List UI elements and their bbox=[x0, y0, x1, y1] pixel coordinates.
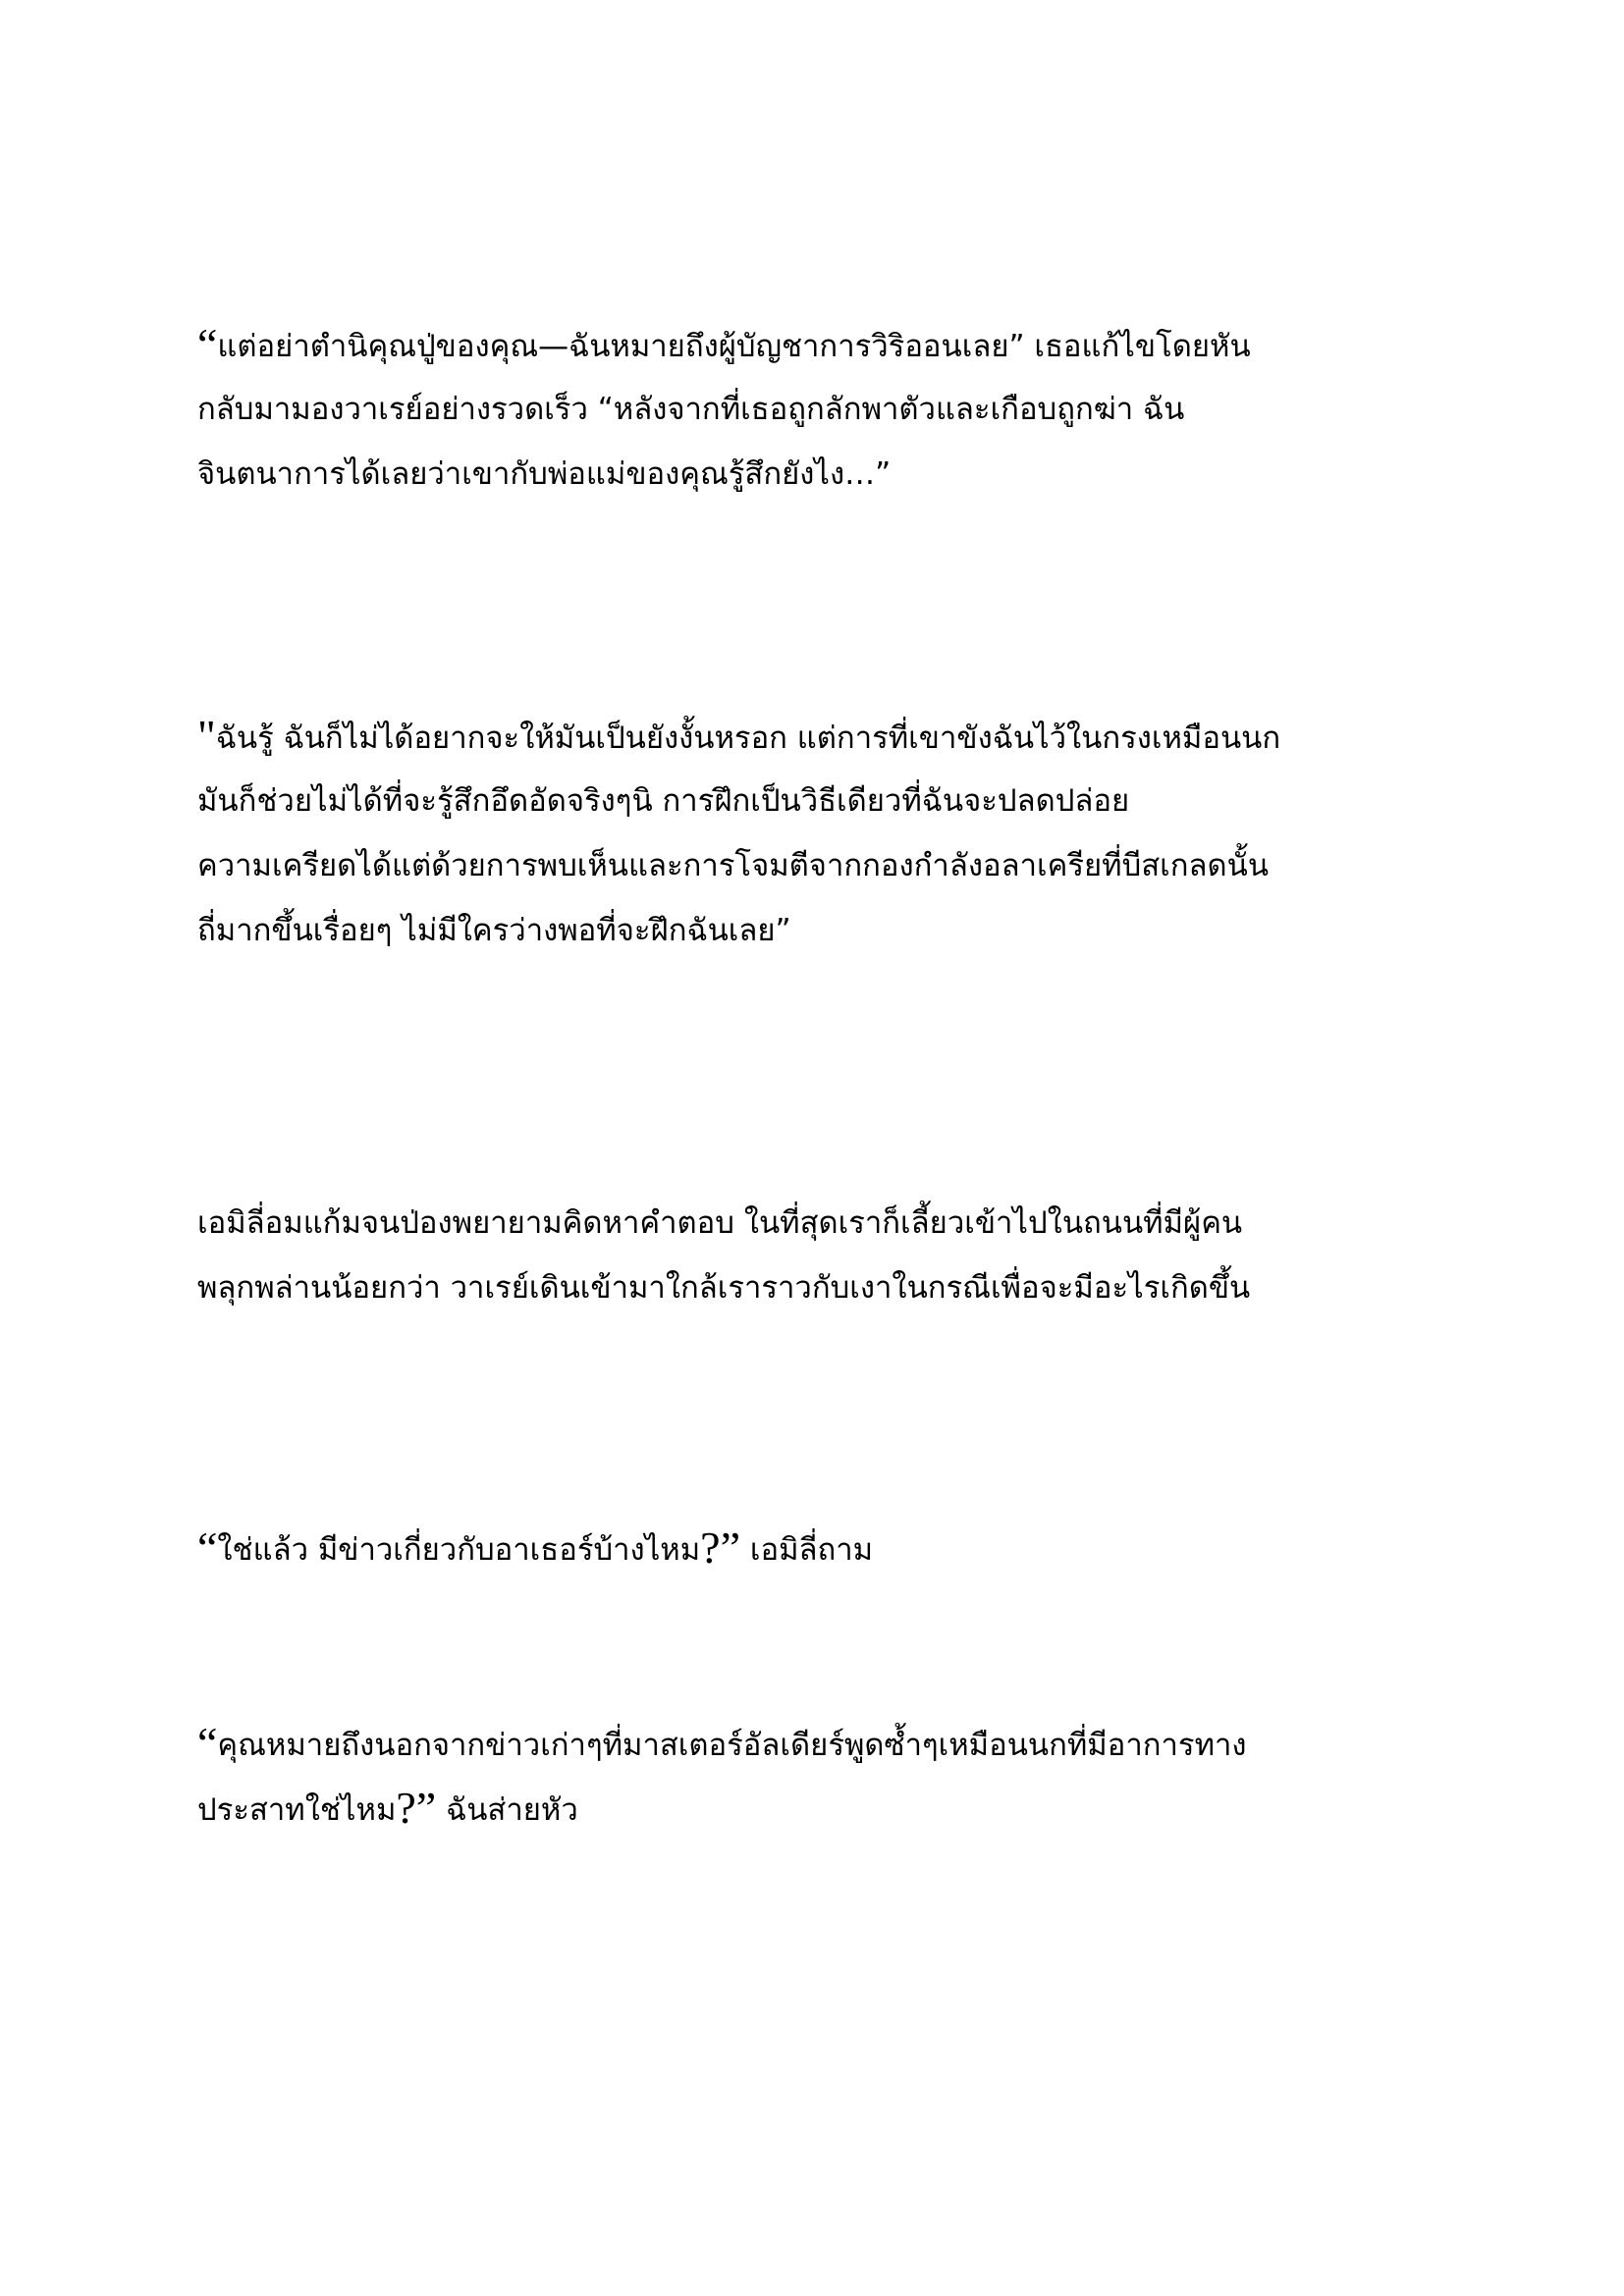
paragraph-1 bbox=[197, 312, 1464, 507]
line-text: คุณหมายถึงนอกจากข่าวเก่าๆที่มาสเตอร์อัลเดียร์พูดซ้ำๆเหมือนนกที่มีอาการทาง bbox=[217, 1728, 1247, 1763]
line-text: พลุกพล่านน้อยกว่า วาเรย์เดินเข้ามาใกล้เราราวกับเงาในกรณีเพื่อจะมีอะไรเกิดขึ้น bbox=[197, 1270, 1251, 1306]
text-line bbox=[197, 1191, 1464, 1255]
text-line bbox=[197, 898, 1464, 963]
paragraph-2 bbox=[197, 704, 1464, 963]
opening-quote: “ bbox=[197, 319, 218, 369]
text-line bbox=[197, 442, 1464, 507]
text-line bbox=[197, 1255, 1464, 1320]
paragraph-3 bbox=[197, 1191, 1464, 1320]
text-line bbox=[197, 1711, 1464, 1776]
text-line bbox=[197, 1776, 1464, 1841]
opening-quote: “ bbox=[197, 1522, 218, 1573]
text-line bbox=[197, 1516, 1464, 1580]
line-text: จินตนาการได้เลยว่าเขากับพ่อแม่ของคุณรู้สึกยังไง…” bbox=[197, 456, 892, 492]
opening-quote: “ bbox=[197, 1718, 218, 1768]
line-text: ประสาทใช่ไหม bbox=[197, 1792, 397, 1828]
paragraph-4 bbox=[197, 1516, 1464, 1580]
text-line bbox=[197, 704, 1464, 769]
line-text: เอมิลี่อมแก้มจนป่องพยายามคิดหาคำตอบ ในที่สุดเราก็เลี้ยวเข้าไปในถนนที่มีผู้คน bbox=[197, 1205, 1243, 1241]
text-line bbox=[197, 769, 1464, 833]
paragraph-5 bbox=[197, 1711, 1464, 1841]
text-line bbox=[197, 833, 1464, 898]
line-text: ความเครียดได้แต่ด้วยการพบเห็นและการโจมตีจากกองกำลังอลาเครียที่บีสเกลดนั้น bbox=[197, 848, 1270, 883]
closing-question-quote: ?” bbox=[700, 1522, 740, 1573]
line-text: ถี่มากขึ้นเรื่อยๆ ไม่มีใครว่างพอที่จะฝึกฉันเลย” bbox=[197, 913, 791, 948]
line-text: ฉันรู้ ฉันก็ไม่ได้อยากจะให้มันเป็นยังงั้นหรอก แต่การที่เขาขังฉันไว้ในกรงเหมือนนก bbox=[215, 721, 1281, 756]
line-text: มันก็ช่วยไม่ได้ที่จะรู้สึกอึดอัดจริงๆนิ การฝึกเป็นวิธีเดียวที่ฉันจะปลดปล่อย bbox=[197, 783, 1130, 819]
line-text: ใช่แล้ว มีข่าวเกี่ยวกับอาเธอร์บ้างไหม bbox=[217, 1532, 701, 1568]
line-text: แต่อย่าตำนิคุณปู่ของคุณ—ฉันหมายถึงผู้บัญชาการวิริออนเลย” เธอแก้ไขโดยหัน bbox=[217, 329, 1251, 364]
text-line bbox=[197, 377, 1464, 442]
line-tail: เอมิลี่ถาม bbox=[740, 1532, 874, 1568]
line-tail: ฉันส่ายหัว bbox=[436, 1792, 578, 1828]
opening-quote: " bbox=[197, 711, 216, 761]
line-text: กลับมามองวาเรย์อย่างรวดเร็ว “หลังจากที่เธอถูกลักพาตัวและเกือบถูกฆ่า ฉัน bbox=[197, 392, 1185, 427]
text-line bbox=[197, 312, 1464, 377]
closing-question-quote: ?” bbox=[396, 1783, 437, 1833]
